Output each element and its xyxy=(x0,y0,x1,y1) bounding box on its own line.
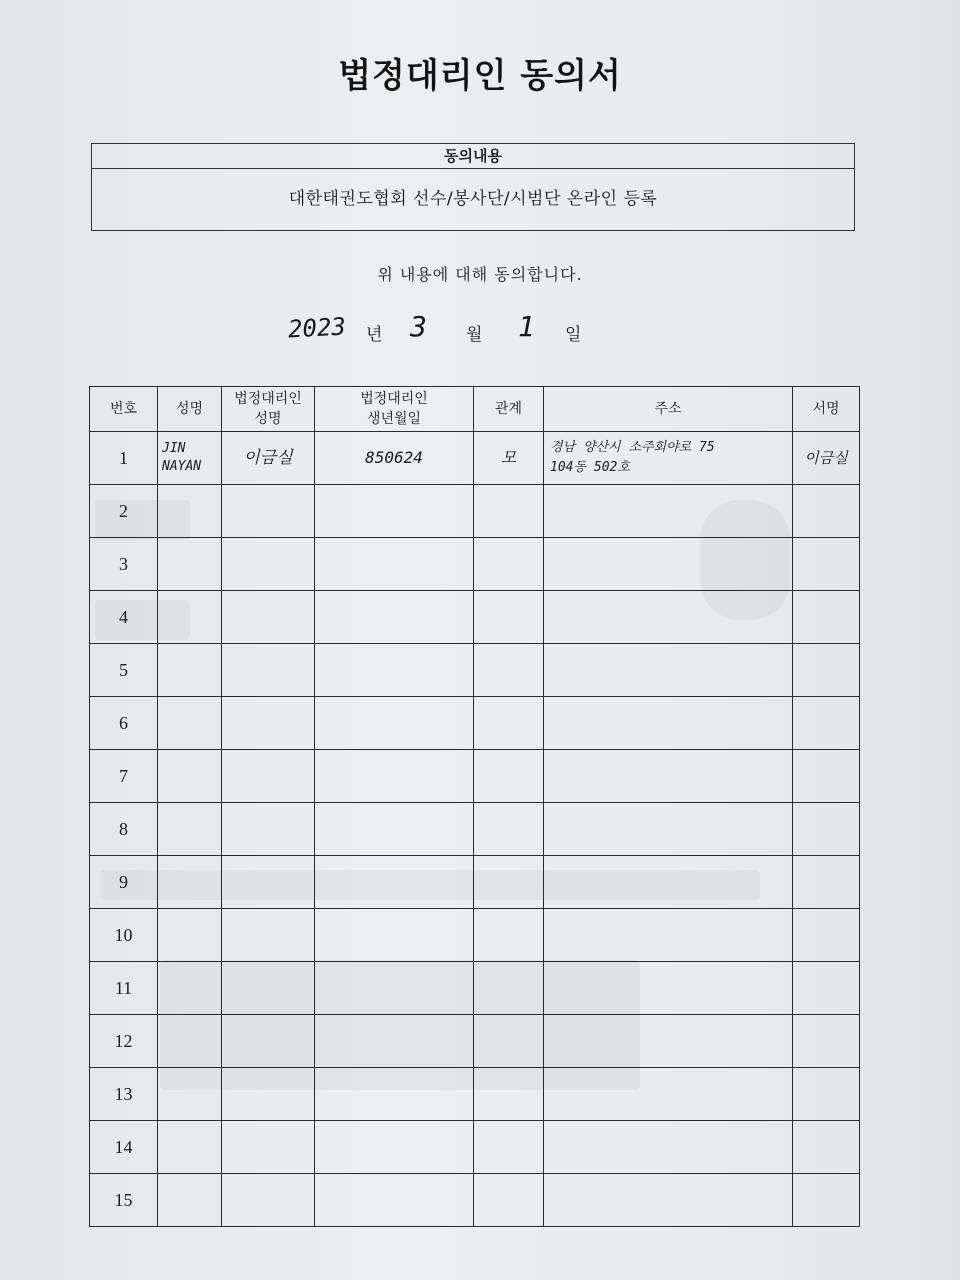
row-signature[interactable] xyxy=(793,1121,860,1174)
row-rep-name[interactable] xyxy=(222,538,315,591)
row-relation[interactable] xyxy=(474,485,544,538)
row-address[interactable] xyxy=(544,697,793,750)
row-rep-name[interactable] xyxy=(222,803,315,856)
header-rep-name: 법정대리인 성명 xyxy=(222,387,315,432)
row-relation[interactable] xyxy=(474,1068,544,1121)
row-rep-birth[interactable] xyxy=(315,538,474,591)
date-day-unit: 일 xyxy=(565,325,582,345)
row-address[interactable] xyxy=(544,856,793,909)
row-address[interactable] xyxy=(544,485,793,538)
row-name[interactable] xyxy=(158,591,222,644)
date-day: 1 xyxy=(518,310,535,343)
row-rep-birth[interactable] xyxy=(315,485,474,538)
row-no: 1 xyxy=(90,432,158,485)
table-row xyxy=(90,803,860,856)
table-row xyxy=(90,962,860,1015)
row-rep-birth[interactable] xyxy=(315,856,474,909)
row-no: 8 xyxy=(90,803,158,856)
row-no: 5 xyxy=(90,644,158,697)
date-month: 3 xyxy=(410,310,427,343)
row-rep-birth: 850624 xyxy=(315,432,474,485)
row-relation[interactable] xyxy=(474,1015,544,1068)
row-signature[interactable] xyxy=(793,750,860,803)
row-signature[interactable] xyxy=(793,697,860,750)
row-signature[interactable] xyxy=(793,1015,860,1068)
row-signature[interactable] xyxy=(793,485,860,538)
row-rep-birth[interactable] xyxy=(315,644,474,697)
row-relation[interactable] xyxy=(474,962,544,1015)
table-row xyxy=(90,856,860,909)
row-rep-name[interactable] xyxy=(222,856,315,909)
row-no: 11 xyxy=(90,962,158,1015)
row-name[interactable] xyxy=(158,697,222,750)
row-relation[interactable] xyxy=(474,750,544,803)
row-name[interactable] xyxy=(158,1174,222,1227)
row-rep-birth[interactable] xyxy=(315,697,474,750)
row-rep-birth[interactable] xyxy=(315,803,474,856)
date-row xyxy=(0,310,960,354)
row-signature: 이금실 xyxy=(793,432,860,485)
row-name[interactable] xyxy=(158,856,222,909)
row-relation[interactable] xyxy=(474,856,544,909)
row-rep-name[interactable] xyxy=(222,750,315,803)
row-signature[interactable] xyxy=(793,962,860,1015)
table-row xyxy=(90,1015,860,1068)
table-row xyxy=(90,485,860,538)
row-address[interactable] xyxy=(544,1174,793,1227)
table-row xyxy=(90,644,860,697)
row-rep-name[interactable] xyxy=(222,1174,315,1227)
row-signature[interactable] xyxy=(793,1068,860,1121)
date-month-unit: 월 xyxy=(466,325,483,345)
row-address[interactable] xyxy=(544,538,793,591)
row-address[interactable] xyxy=(544,591,793,644)
table-row xyxy=(90,432,860,485)
row-relation[interactable] xyxy=(474,538,544,591)
row-no: 15 xyxy=(90,1174,158,1227)
row-address[interactable] xyxy=(544,750,793,803)
consent-heading: 동의내용 xyxy=(92,144,854,169)
row-relation[interactable] xyxy=(474,697,544,750)
row-name[interactable] xyxy=(158,1121,222,1174)
row-rep-name[interactable] xyxy=(222,1121,315,1174)
row-no: 14 xyxy=(90,1121,158,1174)
row-name[interactable] xyxy=(158,1015,222,1068)
row-rep-birth[interactable] xyxy=(315,1174,474,1227)
row-rep-birth[interactable] xyxy=(315,1121,474,1174)
table-row xyxy=(90,750,860,803)
row-no: 13 xyxy=(90,1068,158,1121)
row-rep-name[interactable] xyxy=(222,697,315,750)
header-name: 성명 xyxy=(158,387,222,432)
row-rep-birth[interactable] xyxy=(315,750,474,803)
table-row xyxy=(90,909,860,962)
row-name[interactable] xyxy=(158,750,222,803)
row-signature[interactable] xyxy=(793,856,860,909)
header-signature: 서명 xyxy=(793,387,860,432)
row-relation[interactable] xyxy=(474,803,544,856)
table-row xyxy=(90,1121,860,1174)
row-rep-birth[interactable] xyxy=(315,1015,474,1068)
row-rep-name[interactable] xyxy=(222,485,315,538)
row-name[interactable] xyxy=(158,644,222,697)
row-relation[interactable] xyxy=(474,644,544,697)
row-relation[interactable] xyxy=(474,909,544,962)
agreement-text: 위 내용에 대해 동의합니다. xyxy=(377,265,583,284)
row-relation: 모 xyxy=(474,432,544,485)
header-relation: 관계 xyxy=(474,387,544,432)
row-rep-birth[interactable] xyxy=(315,962,474,1015)
row-signature[interactable] xyxy=(793,644,860,697)
row-rep-birth[interactable] xyxy=(315,591,474,644)
consent-content: 대한태권도협회 선수/봉사단/시범단 온라인 등록 xyxy=(288,189,658,209)
table-row xyxy=(90,697,860,750)
row-rep-name[interactable] xyxy=(222,591,315,644)
row-signature[interactable] xyxy=(793,909,860,962)
date-year-unit: 년 xyxy=(366,325,383,345)
consent-box xyxy=(91,143,855,231)
consent-table xyxy=(89,386,860,1227)
row-name: JIN NAYAN xyxy=(158,432,222,485)
row-address[interactable] xyxy=(544,1068,793,1121)
row-signature[interactable] xyxy=(793,538,860,591)
row-signature[interactable] xyxy=(793,1174,860,1227)
row-relation[interactable] xyxy=(474,1121,544,1174)
row-no: 7 xyxy=(90,750,158,803)
row-no: 12 xyxy=(90,1015,158,1068)
row-name[interactable] xyxy=(158,909,222,962)
row-relation[interactable] xyxy=(474,1174,544,1227)
date-year: 2023 xyxy=(287,312,347,344)
row-relation[interactable] xyxy=(474,591,544,644)
document-title: 법정대리인 동의서 xyxy=(338,56,622,96)
row-name[interactable] xyxy=(158,538,222,591)
row-address[interactable] xyxy=(544,803,793,856)
table-row xyxy=(90,1068,860,1121)
row-no: 10 xyxy=(90,909,158,962)
row-signature[interactable] xyxy=(793,803,860,856)
row-rep-name[interactable] xyxy=(222,909,315,962)
row-no: 6 xyxy=(90,697,158,750)
row-rep-name[interactable] xyxy=(222,1015,315,1068)
row-rep-birth[interactable] xyxy=(315,909,474,962)
row-name[interactable] xyxy=(158,803,222,856)
row-address[interactable] xyxy=(544,909,793,962)
row-signature[interactable] xyxy=(793,591,860,644)
row-rep-name: 이금실 xyxy=(222,432,315,485)
row-address[interactable] xyxy=(544,962,793,1015)
header-no: 번호 xyxy=(90,387,158,432)
header-rep-birth: 법정대리인 생년월일 xyxy=(315,387,474,432)
row-no: 4 xyxy=(90,591,158,644)
row-address: 경남 양산시 소주회야로 75 104동 502호 xyxy=(544,432,793,485)
row-address[interactable] xyxy=(544,1015,793,1068)
header-address: 주소 xyxy=(544,387,793,432)
table-header-row xyxy=(90,387,860,432)
row-no: 2 xyxy=(90,485,158,538)
table-row xyxy=(90,538,860,591)
table-row xyxy=(90,591,860,644)
row-no: 3 xyxy=(90,538,158,591)
row-rep-name[interactable] xyxy=(222,1068,315,1121)
table-row xyxy=(90,1174,860,1227)
row-rep-name[interactable] xyxy=(222,962,315,1015)
row-no: 9 xyxy=(90,856,158,909)
row-rep-name[interactable] xyxy=(222,644,315,697)
row-name[interactable] xyxy=(158,485,222,538)
row-address[interactable] xyxy=(544,1121,793,1174)
row-rep-birth[interactable] xyxy=(315,1068,474,1121)
row-name[interactable] xyxy=(158,1068,222,1121)
row-name[interactable] xyxy=(158,962,222,1015)
row-address[interactable] xyxy=(544,644,793,697)
